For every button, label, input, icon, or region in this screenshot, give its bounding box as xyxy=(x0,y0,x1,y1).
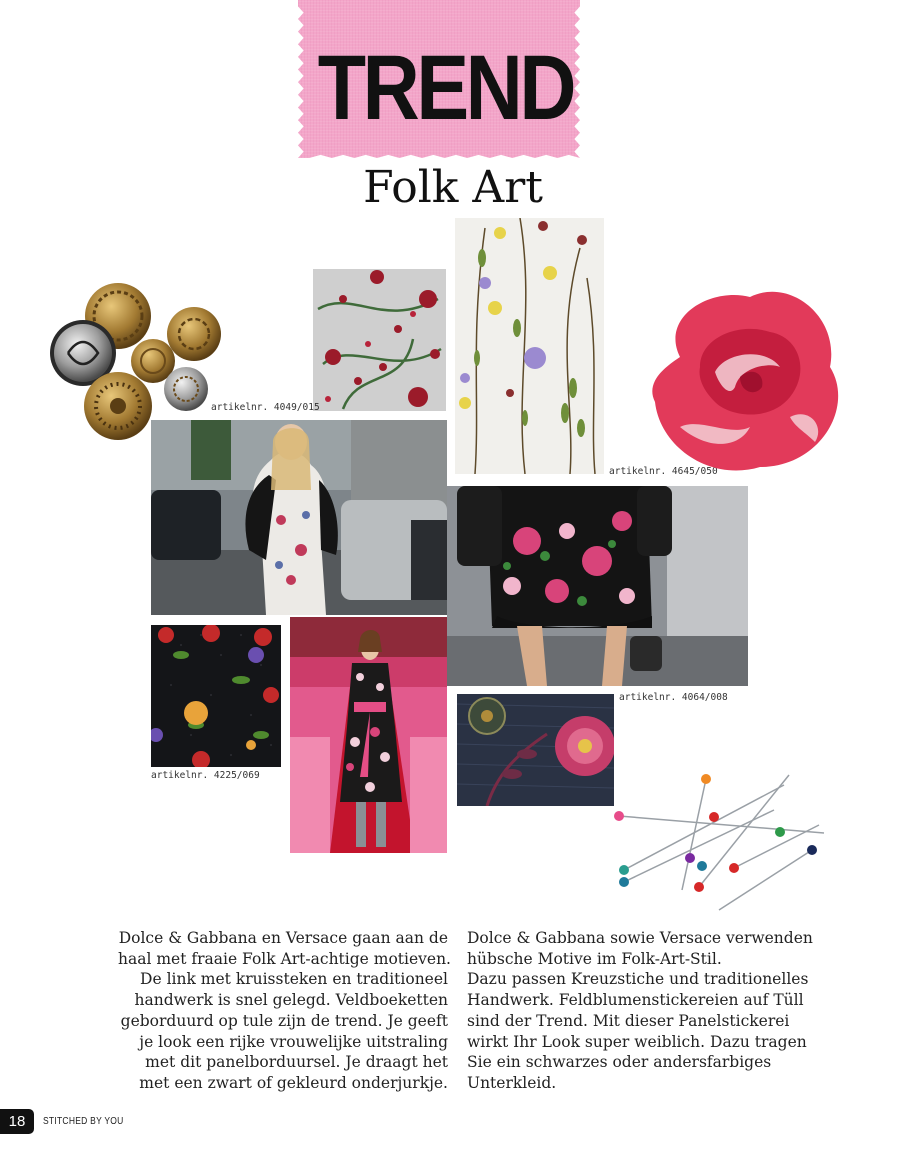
page-number: 18 xyxy=(0,1109,34,1134)
text-line: haal met fraaie Folk Art-achtige motieven. xyxy=(118,949,451,968)
sewing-pins-image xyxy=(604,770,832,915)
text-line: Unterkleid. xyxy=(467,1073,557,1092)
floral-embroidery-grey-fabric-image xyxy=(313,269,446,411)
text-line: Dazu passen Kreuzstiche und traditionelles xyxy=(467,970,809,989)
text-line: je look een rijke vrouwelijke uitstraling xyxy=(139,1032,448,1051)
denim-flower-embroidery-image xyxy=(457,694,614,806)
black-floral-fabric-image xyxy=(151,625,281,767)
article-caption: artikelnr. 4064/008 xyxy=(619,692,728,703)
text-line: hübsche Motive im Folk-Art-Stil. xyxy=(467,949,722,968)
text-line: geborduurd op tule zijn de trend. Je geeft xyxy=(120,1011,448,1030)
article-caption: artikelnr. 4049/015 xyxy=(211,402,320,413)
street-style-photo-embroidered-skirt xyxy=(447,486,748,686)
text-line: Handwerk. Feldblumenstickereien auf Tüll xyxy=(467,991,804,1010)
article-caption: artikelnr. 4645/050 xyxy=(609,466,718,477)
text-line: met dit panelborduursel. Je draagt het xyxy=(145,1053,448,1072)
body-text-dutch xyxy=(118,928,451,1094)
text-line: handwerk is snel gelegd. Veldboeketten xyxy=(134,991,448,1010)
text-line: Dolce & Gabbana en Versace gaan aan de xyxy=(118,929,448,947)
text-line: Sie ein schwarzes oder andersfarbiges xyxy=(467,1053,772,1072)
magazine-name: STITCHED BY YOU xyxy=(43,1116,124,1127)
wildflower-tulle-embroidery-image xyxy=(455,218,604,474)
text-line: met een zwart of gekleurd onderjurkje. xyxy=(139,1073,448,1092)
cross-stitch-rose-image xyxy=(640,277,862,484)
page-title: TREND xyxy=(317,37,574,139)
article-caption: artikelnr. 4225/069 xyxy=(151,770,260,781)
text-line: De link met kruissteken en traditioneel xyxy=(140,970,448,989)
runway-photo-floral-dress xyxy=(290,617,447,853)
page-subtitle: Folk Art xyxy=(363,162,543,213)
street-style-photo-floral-dress xyxy=(151,420,447,615)
text-line: Dolce & Gabbana sowie Versace verwenden xyxy=(467,929,813,947)
text-line: wirkt Ihr Look super weiblich. Dazu tragen xyxy=(467,1032,807,1051)
body-text-german xyxy=(467,928,817,1094)
text-line: sind der Trend. Mit dieser Panelstickerei xyxy=(467,1011,790,1030)
